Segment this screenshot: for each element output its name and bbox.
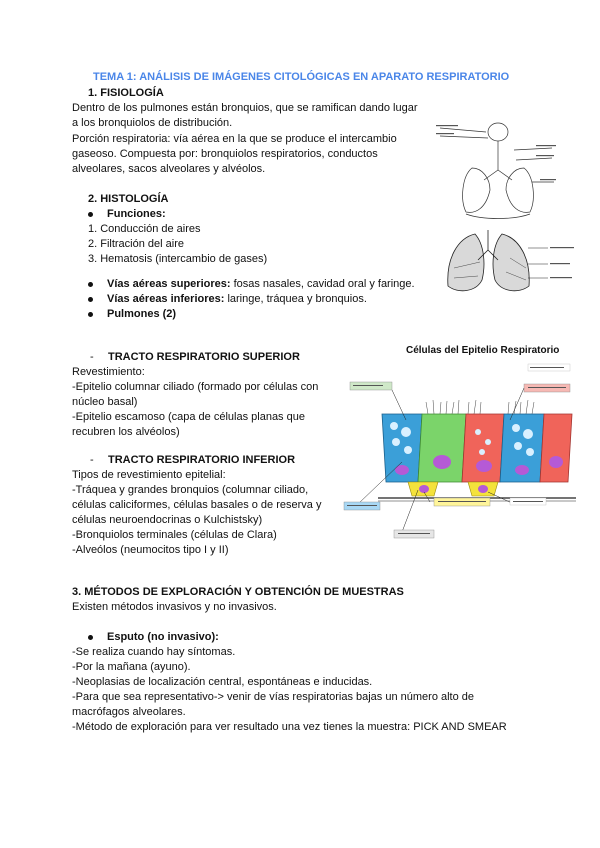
numbered-item: 2. Filtración del aire: [88, 238, 184, 250]
numbered-item: 1. Conducción de aires: [88, 223, 201, 235]
paragraph-line: Porción respiratoria: vía aérea en la que se produce el intercambio: [72, 133, 397, 145]
paragraph-line: recubren los alvéolos): [72, 426, 180, 438]
dash-marker: -: [90, 454, 94, 466]
paragraph-line: alveolares, sacos alveolares y alvéolos.: [72, 163, 266, 175]
paragraph-line: células caliciformes, células basales o de reserva y: [72, 499, 322, 511]
tracto-inferior-heading: TRACTO RESPIRATORIO INFERIOR: [108, 454, 296, 466]
figure-title: Células del Epitelio Respiratorio: [406, 345, 560, 356]
bullet-text: fosas nasales, cavidad oral y faringe.: [230, 278, 415, 290]
bold-term: Vías aéreas superiores:: [107, 278, 231, 290]
tracto-superior-heading: TRACTO RESPIRATORIO SUPERIOR: [108, 351, 300, 363]
paragraph-line: -Tráquea y grandes bronquios (columnar ciliado,: [72, 484, 309, 496]
bullet-text: laringe, tráquea y bronquios.: [224, 293, 367, 305]
numbered-item: 3. Hematosis (intercambio de gases): [88, 253, 268, 265]
section-heading-histologia: 2. HISTOLOGÍA: [88, 193, 169, 205]
bold-term: Vías aéreas inferiores:: [107, 293, 225, 305]
respiratory-system-diagram: [432, 120, 562, 220]
paragraph-line: Existen métodos invasivos y no invasivos.: [72, 601, 277, 613]
bullet-pulmones: Pulmones (2): [88, 307, 176, 323]
paragraph-line: -Epitelio columnar ciliado (formado por células con: [72, 381, 319, 393]
paragraph-line: -Bronquiolos terminales (células de Clara): [72, 529, 277, 541]
paragraph-line: células neuroendocrinas o Kulchistsky): [72, 514, 263, 526]
paragraph-line: -Epitelio escamoso (capa de células planas que: [72, 411, 305, 423]
paragraph-line: macrófagos alveolares.: [72, 706, 186, 718]
epithelium-diagram: [338, 362, 588, 544]
paragraph-line: -Alveólos (neumocitos tipo I y II): [72, 544, 229, 556]
paragraph-line: Tipos de revestimiento epitelial:: [72, 469, 226, 481]
paragraph-line: -Se realiza cuando hay síntomas.: [72, 646, 236, 658]
paragraph-line: gaseoso. Compuesta por: bronquiolos respiratorios, conductos: [72, 148, 378, 160]
bullet-vias-inferiores: [88, 292, 367, 308]
dash-marker: -: [90, 351, 94, 363]
lungs-diagram: [440, 228, 580, 298]
paragraph-line: Dentro de los pulmones están bronquios, que se ramifican dando lugar: [72, 102, 418, 114]
bullet-esputo: Esputo (no invasivo):: [88, 630, 219, 646]
paragraph-line: -Para que sea representativo-> venir de vías respiratorias bajas un número alto de: [72, 691, 475, 703]
bullet-vias-superiores: [88, 277, 415, 293]
paragraph-line: a los bronquiolos de distribución.: [72, 117, 233, 129]
paragraph-line: núcleo basal): [72, 396, 138, 408]
paragraph-line: -Por la mañana (ayuno).: [72, 661, 191, 673]
section-heading-metodos: 3. MÉTODOS DE EXPLORACIÓN Y OBTENCIÓN DE MUESTRAS: [72, 586, 404, 598]
page-title: TEMA 1: ANÁLISIS DE IMÁGENES CITOLÓGICAS EN APARATO RESPIRATORIO: [93, 71, 510, 83]
paragraph-line: Revestimiento:: [72, 366, 145, 378]
section-heading-fisiologia: 1. FISIOLOGÍA: [88, 87, 164, 99]
paragraph-line: -Método de exploración para ver resultado una vez tienes la muestra: PICK AND SMEAR: [72, 721, 507, 733]
bullet-funciones: Funciones:: [88, 207, 166, 223]
paragraph-line: -Neoplasias de localización central, espontáneas e inducidas.: [72, 676, 373, 688]
